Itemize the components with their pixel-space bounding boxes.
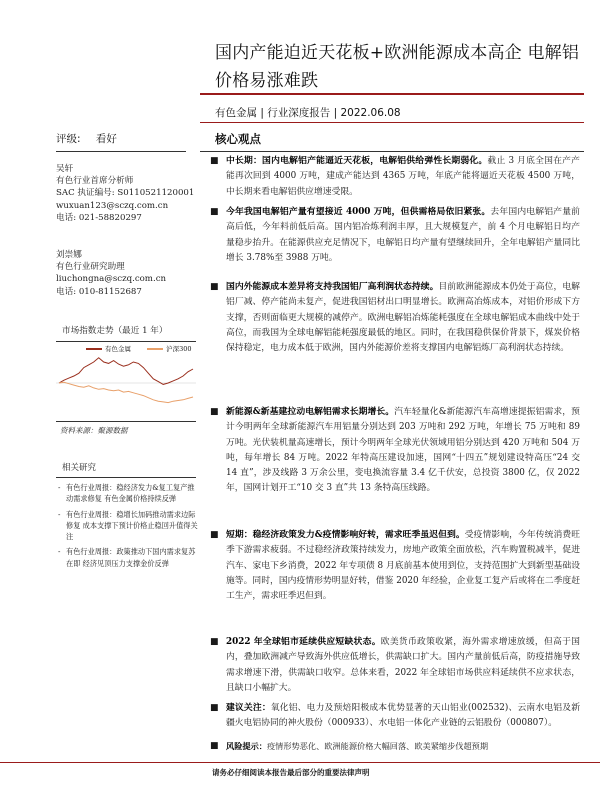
- point-6: ■ 2022 年全球铝市延续供应短缺状态。欧美货币政策收紧，海外需求增速放缓，但高于国内，叠加欧洲减产导致海外供应低增长，供需缺口扩大。国内产量前低后高，防疫措施导致需求增速下滑，供需缺口收窄。总体来看，2022 年全球铝市场供应料延续供不应求状态，且缺口小幅扩大。: [210, 637, 580, 693]
- analyst-2-email[interactable]: liuchongna@sczq.com.cn: [56, 274, 167, 285]
- analyst-1-email[interactable]: wuxuan123@sczq.com.cn: [56, 200, 169, 211]
- point-3: ■ 国内外能源成本差异将支持我国铝厂高利润状态持续。目前欧洲能源成本仍处于高位，电解铝厂减、停产能尚未复产，促进我国铝材出口明显增长。欧洲高冶炼成本，对铝价形成下方支撑，否则面临更大规模的减停产。欧洲电解铝冶炼能耗强度在全球电解铝成本曲线中处于高位，而我国为全球电解铝能耗强度最低的地区。同时，在我国稳供保价背景下，煤炭价格保持稳定，电力成本低于欧洲，国内外能源价差将支撑国内电解铝炼厂高利润状态持续。: [210, 282, 580, 354]
- chart-heading-rule: [56, 341, 196, 342]
- related-list: [58, 482, 198, 569]
- legend-swatch-sector: [86, 348, 102, 350]
- chart-heading: 市场指数走势（最近 1 年）: [62, 326, 168, 336]
- analyst-2: [56, 249, 196, 298]
- related-item[interactable]: - 有色行业周报：稳经济发力&复工复产推动需求修复 有色金属价格持续反弹: [58, 483, 195, 504]
- meta-rule: [200, 122, 584, 123]
- meta-report-type: 行业深度报告: [267, 107, 331, 119]
- report-meta: 有色金属 | 行业深度报告 | 2022.06.08: [215, 107, 401, 119]
- analyst-1-title: 有色行业首席分析师: [56, 176, 134, 187]
- chart-source: 资料来源：聚源数据: [60, 426, 128, 435]
- title-rule: [200, 93, 584, 95]
- related-item[interactable]: - 有色行业周报：政策推动下国内需求复苏在即 经济见顶压力支撑金价反弹: [58, 547, 196, 568]
- analyst-2-title: 有色行业研究助理: [56, 262, 125, 273]
- series-line-sector: [59, 358, 193, 385]
- rating-rule: [56, 151, 186, 152]
- analyst-1-name: 吴轩: [56, 164, 74, 174]
- point-2: ■ 今年我国电解铝产量有望接近 4000 万吨，但供需格局依旧紧张。去年国内电解铝产量前高后低，今年料前低后高。国内铝冶炼利润丰厚，且大规模复产，前 4 个月电解铝日均产量稳步抬升。在能源供应充足情况下，电解铝日均产量有望继续回升，全年电解铝产量同比增长 3.78%至 3988 万吨。: [210, 207, 580, 263]
- legend-sector: 有色金属: [105, 345, 131, 353]
- report-title-line-1: 国内产能迫近天花板+欧洲能源成本高企 电解铝: [215, 43, 580, 63]
- point-5: ■ 短期：稳经济政策发力&疫情影响好转，需求旺季虽迟但到。受疫情影响，今年传统消费旺季下游需求疲弱。不过稳经济政策持续发力，房地产政策全面放松，汽车购置税减半，促进汽车、家电下乡消费，2022 年专项债 8 月底前基本使用到位，支持范围扩大到新型基础设施等。同时，国内疫情形势明显好转，借鉴 2020 年经验，企业复工复产后或将在二季度赶工生产，需求旺季迟但到。: [210, 530, 580, 602]
- footer-rule: [0, 762, 600, 763]
- analyst-1: [56, 163, 196, 224]
- meta-sector: 有色金属: [215, 107, 257, 119]
- series-line-index: [59, 382, 193, 402]
- analyst-2-name: 刘崇娜: [56, 250, 82, 260]
- point-7: ■ 建议关注：氧化铝、电力及预焙阳极成本优势显著的天山铝业(002532)、云南水电铝及新疆火电铝协同的神火股份（000933）、水电铝一体化产业链的云铝股份（000807）。: [210, 703, 580, 729]
- point-4: ■ 新能源&新基建拉动电解铝需求长期增长。汽车轻量化&新能源汽车高增速提振铝需求，预计今明两年全球新能源汽车用铝量分别达到 203 万吨和 292 万吨，年增长 75 万吨和 89 万吨。光伏装机量高速增长，预计今明两年全球光伏领域用铝分别达到 420 万吨和 504 万吨，每年增长 84 万吨。2022 年特高压建设加速，国网“十四五”规划建设特高压“24 交 14 直”，涉及线路 3 万余公里，变电换流容量 3.4 亿千伏安，总投资 3800 亿，仅 2022 年，国网计划开工“10 交 3 直”共 13 条特高压线路。: [210, 407, 580, 494]
- index-chart: [56, 352, 196, 414]
- report-title-line-2: 价格易涨难跌: [215, 71, 319, 91]
- analyst-2-phone: 电话: 010-81152687: [56, 286, 142, 297]
- legend-swatch-index: [147, 348, 163, 350]
- point-8: ■ 风险提示：疫情形势恶化、欧洲能源价格大幅回落、欧美紧缩步伐超预期: [210, 741, 489, 751]
- related-heading: 相关研究: [62, 463, 97, 473]
- rating: [56, 131, 117, 146]
- meta-date: 2022.06.08: [340, 107, 401, 119]
- rating-value: 看好: [95, 133, 117, 145]
- analyst-1-phone: 电话: 021-58820297: [56, 212, 142, 223]
- legal-note: 请务必仔细阅读本报告最后部分的重要法律声明: [212, 768, 370, 777]
- related-item[interactable]: - 有色行业周报：稳增长加码推动需求边际修复 成本支撑下预计价格止稳回升值得关注: [58, 509, 198, 542]
- chart-bottom-rule: [56, 421, 196, 422]
- legend-index: 沪深300: [166, 345, 192, 353]
- related-rule: [56, 477, 196, 478]
- core-heading: 核心观点: [215, 132, 261, 146]
- core-rule: [200, 151, 584, 152]
- point-1: ■ 中长期：国内电解铝产能逼近天花板，电解铝供给弹性长期弱化。截止 3 月底全国在产产能再次回到 4000 万吨，建成产能达到 4365 万吨，年底产能将逼近天花板 4500 万吨，中长期来看电解铝供应增速受限。: [210, 156, 580, 197]
- rating-label: 评级:: [56, 133, 81, 145]
- analyst-1-cert: SAC 执证编号: S0110521120001: [56, 188, 195, 199]
